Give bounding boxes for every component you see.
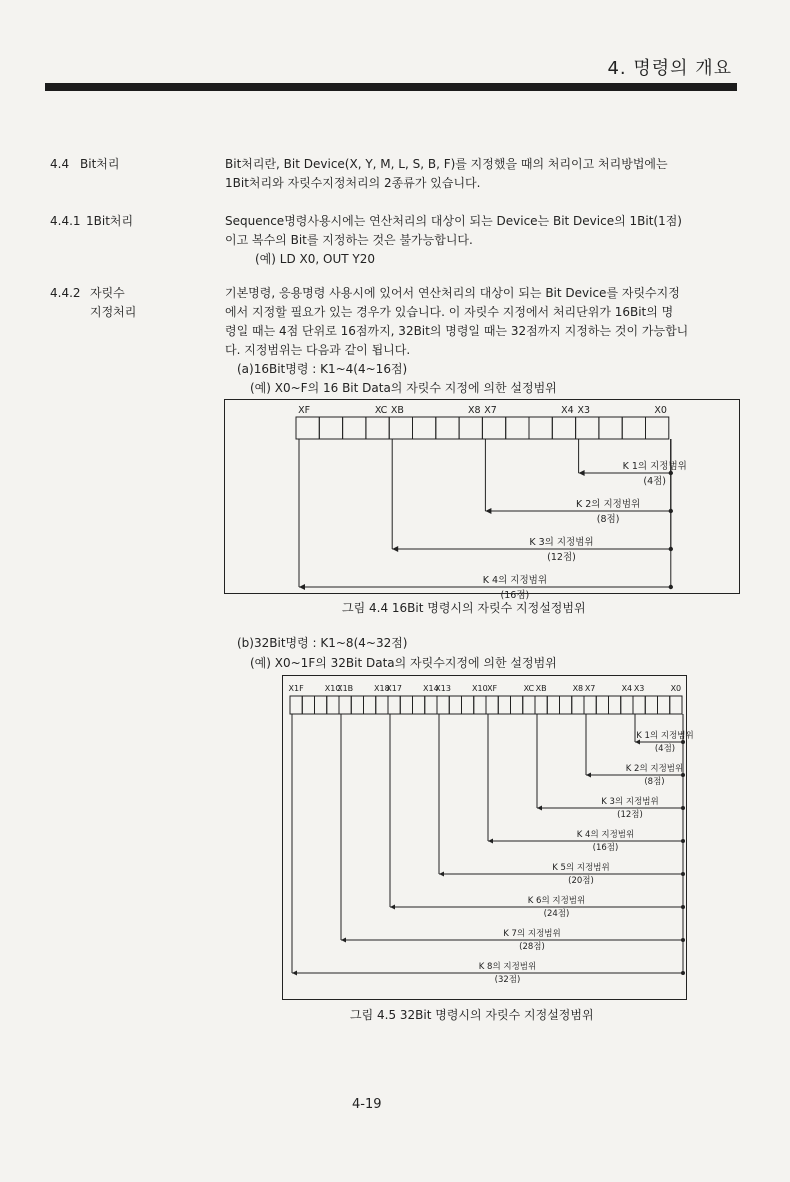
range-label: K 2의 지정범위 — [575, 499, 641, 510]
figure-subheading: (b)32Bit명령 : K1~8(4~32점) — [237, 636, 408, 650]
range-points: (16점) — [500, 590, 530, 601]
bit-cell — [621, 696, 633, 714]
bit-label: XF — [298, 405, 311, 416]
bit-cell — [315, 696, 327, 714]
range-label: K 4의 지정범위 — [576, 830, 635, 840]
range-arrow — [485, 508, 491, 514]
section-body-line: 기본명령, 응용명령 사용시에 있어서 연산처리의 대상이 되는 Bit Device를 자릿수지정 — [225, 286, 680, 300]
figure-example: (예) X0~F의 16 Bit Data의 자릿수 지정에 의한 설정범위 — [250, 381, 557, 395]
bit-cell — [388, 696, 400, 714]
bit-label: X18 — [374, 684, 390, 693]
range-arrow — [579, 470, 585, 476]
bit-cell — [351, 696, 363, 714]
range-label: K 4의 지정범위 — [482, 575, 548, 586]
page-number: 4-19 — [352, 1097, 382, 1112]
section-body-line: Sequence명령사용시에는 연산처리의 대상이 되는 Device는 Bit Device의 1Bit(1점) — [225, 214, 682, 228]
bit-cell — [302, 696, 314, 714]
figure-example: (예) X0~1F의 32Bit Data의 자릿수지정에 의한 설정범위 — [250, 656, 557, 670]
bit-cell — [506, 417, 529, 439]
range-points: (28점) — [519, 942, 545, 952]
bit-label: X8 — [467, 405, 481, 416]
bit-cell — [327, 696, 339, 714]
bit-cell — [523, 696, 535, 714]
range-arrow — [292, 971, 297, 976]
bit-label: X8 — [572, 684, 584, 693]
section-title: Bit처리 — [80, 157, 120, 171]
example-line: (예) LD X0, OUT Y20 — [255, 252, 375, 266]
bit-cell — [482, 417, 505, 439]
section-body-line: 에서 지정할 필요가 있는 경우가 있습니다. 이 자릿수 지정에서 처리단위가 16Bit의 명 — [225, 305, 674, 319]
bit-cell — [364, 696, 376, 714]
range-label: K 3의 지정범위 — [601, 797, 659, 807]
bit-cell — [459, 417, 482, 439]
range-arrow — [586, 773, 591, 778]
range-arrow — [439, 872, 444, 877]
bit-cell — [560, 696, 572, 714]
bit-cell — [535, 696, 547, 714]
bit-cell — [290, 696, 302, 714]
bit-cell — [339, 696, 351, 714]
figure-caption: 그림 4.4 16Bit 명령시의 자릿수 지정설정범위 — [342, 601, 586, 615]
bit-label: X14 — [423, 684, 439, 693]
range-points: (12점) — [617, 810, 643, 820]
range-label: K 2의 지정범위 — [625, 764, 684, 774]
bit-cell — [622, 417, 645, 439]
range-points: (24점) — [543, 909, 570, 919]
bit-label: X4 — [561, 405, 574, 416]
bit-label: X4 — [621, 684, 633, 693]
bit-cell — [296, 417, 319, 439]
figure-4-5-diagram — [282, 675, 694, 1001]
bit-cell — [498, 696, 510, 714]
bit-cell — [529, 417, 552, 439]
bit-cell — [658, 696, 670, 714]
bit-cell — [462, 696, 474, 714]
figure-subheading: (a)16Bit명령 : K1~4(4~16점) — [237, 362, 408, 376]
bit-cell — [389, 417, 412, 439]
range-points: (16점) — [592, 843, 619, 853]
bit-cell — [343, 417, 366, 439]
range-points: (4점) — [654, 744, 676, 754]
page-header-title: 4. 명령의 개요 — [607, 58, 732, 79]
bit-label: X1F — [288, 684, 304, 693]
bit-label: X7 — [584, 684, 596, 693]
bit-label: XC — [523, 684, 535, 693]
bit-cell — [552, 417, 575, 439]
bit-label: X13 — [435, 684, 451, 693]
section-number: 4.4.2 — [50, 286, 81, 300]
bit-label: X10 — [472, 684, 488, 693]
range-arrow — [392, 546, 398, 552]
bit-label: X0 — [670, 684, 682, 693]
range-arrow — [537, 806, 542, 811]
bit-cell — [319, 417, 342, 439]
section-title: 1Bit처리 — [86, 214, 134, 228]
figure-caption: 그림 4.5 32Bit 명령시의 자릿수 지정설정범위 — [350, 1008, 594, 1022]
bit-cell — [425, 696, 437, 714]
bit-cell — [584, 696, 596, 714]
range-arrow — [341, 938, 346, 943]
bit-cell — [645, 696, 657, 714]
section-body-line: Bit처리란, Bit Device(X, Y, M, L, S, B, F)를 지정했을 때의 처리이고 처리방법에는 — [225, 157, 668, 171]
section-body-line: 령일 때는 4점 단위로 16점까지, 32Bit의 명령일 때는 32점까지 지정하는 것이 가능합니 — [225, 324, 689, 338]
bit-label: X3 — [577, 405, 591, 416]
range-points: (20점) — [568, 876, 594, 886]
bit-cell — [437, 696, 449, 714]
section-body-line: 1Bit처리와 자릿수지정처리의 2종류가 있습니다. — [225, 176, 481, 190]
bit-cell — [400, 696, 412, 714]
section-body-line: 이고 복수의 Bit를 지정하는 것은 불가능합니다. — [225, 233, 473, 247]
bit-cell — [609, 696, 621, 714]
section-body-line: 다. 지정범위는 다음과 같이 됩니다. — [225, 343, 411, 357]
header-rule — [45, 83, 737, 91]
bit-cell — [670, 696, 682, 714]
bit-cell — [486, 696, 498, 714]
bit-cell — [576, 417, 599, 439]
range-label: K 5의 지정범위 — [552, 863, 610, 873]
range-label: K 3의 지정범위 — [529, 537, 594, 548]
range-label: K 1의 지정범위 — [636, 731, 694, 741]
range-points: (32점) — [494, 975, 521, 985]
range-points: (8점) — [596, 514, 620, 525]
bit-cell — [366, 417, 389, 439]
range-arrow — [488, 839, 493, 844]
bit-label: X3 — [633, 684, 645, 693]
bit-cell — [449, 696, 461, 714]
range-label: K 1의 지정범위 — [622, 461, 687, 472]
bit-cell — [596, 696, 608, 714]
range-label: K 6의 지정범위 — [527, 896, 586, 906]
bit-label: X1B — [337, 684, 354, 693]
section-number: 4.4.1 — [50, 214, 81, 228]
bit-label: XF — [487, 684, 498, 693]
range-points: (4점) — [643, 476, 667, 487]
bit-label: X7 — [484, 405, 497, 416]
range-arrow — [390, 905, 395, 910]
bit-cell — [646, 417, 669, 439]
range-label: K 7의 지정범위 — [503, 929, 561, 939]
bit-cell — [413, 696, 425, 714]
bit-label: X17 — [386, 684, 402, 693]
bit-cell — [413, 417, 436, 439]
bit-cell — [572, 696, 584, 714]
bit-cell — [511, 696, 523, 714]
section-title: 자릿수 — [90, 286, 125, 300]
bit-label: X1C — [324, 684, 341, 693]
bit-cell — [474, 696, 486, 714]
section-title: 지정처리 — [90, 305, 137, 319]
bit-cell — [633, 696, 645, 714]
range-arrow — [299, 584, 305, 590]
section-number: 4.4 — [50, 157, 70, 171]
bit-label: XC — [374, 405, 388, 416]
range-label: K 8의 지정범위 — [478, 962, 537, 972]
range-points: (8점) — [644, 777, 665, 787]
bit-cell — [547, 696, 559, 714]
range-points: (12점) — [547, 552, 576, 563]
bit-cell — [436, 417, 459, 439]
bit-label: XB — [390, 405, 404, 416]
bit-label: XB — [535, 684, 547, 693]
bit-cell — [599, 417, 622, 439]
bit-label: X0 — [654, 405, 667, 416]
figure-4-4-diagram — [224, 399, 740, 601]
bit-cell — [376, 696, 388, 714]
